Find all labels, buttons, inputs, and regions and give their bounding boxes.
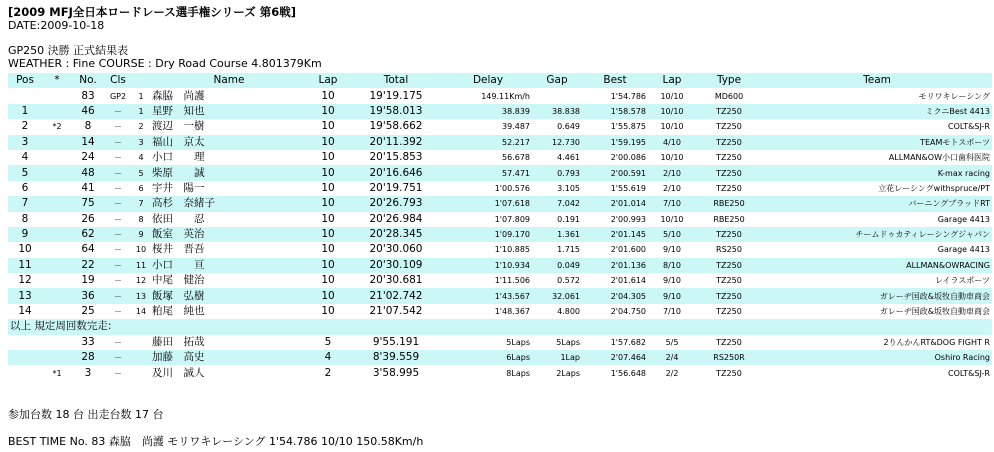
cell-star: [42, 88, 72, 103]
cell-gap: 32.061: [532, 288, 582, 303]
cell-star: [42, 227, 72, 242]
cell-team: 2りんかんRT&DOG FIGHT R: [883, 337, 990, 347]
cell-pos: 14: [18, 305, 32, 318]
cell-no: 3: [84, 366, 92, 379]
cell-type: TZ250: [716, 337, 742, 347]
cell-type: MD600: [714, 91, 744, 101]
cell-delay: 1'07.809: [494, 214, 530, 224]
cell-best: 2'00.086: [610, 153, 646, 163]
cell-cno: 13: [132, 288, 150, 303]
cell-type: TZ250: [696, 165, 762, 180]
cell-cls: GP2: [109, 91, 127, 101]
cell-no: 19: [81, 274, 95, 287]
cell-name: 森脇 尚護: [152, 89, 205, 102]
cell-lap: 10: [321, 89, 335, 102]
cell-no: 14: [72, 135, 104, 150]
cell-best: 1'57.682: [610, 337, 646, 347]
cell-delay: 56.678: [502, 153, 530, 163]
cell-cno: 1: [132, 104, 150, 119]
table-row: [8, 304, 992, 319]
cell-type: TZ250: [696, 258, 762, 273]
cell-star: [42, 242, 72, 257]
cell-total: 3'58.995: [372, 366, 420, 379]
cell-cls: －: [114, 122, 122, 132]
cell-star: [42, 196, 72, 211]
cell-type: RBE250: [713, 214, 745, 224]
cell-cls: －: [104, 104, 132, 119]
cell-best: 1'55.619: [610, 183, 646, 193]
cell-cno: 2: [138, 122, 144, 132]
col-header-star: *: [42, 73, 72, 88]
entry-summary: 参加台数 18 台 出走台数 17 台: [8, 408, 164, 421]
cell-name: 柴原 誠: [150, 165, 308, 180]
cell-cls: －: [104, 227, 132, 242]
cell-no: 46: [72, 104, 104, 119]
cell-cls: －: [104, 196, 132, 211]
cell-name: 飯塚 弘樹: [150, 288, 308, 303]
cell-total: 20'30.060: [369, 243, 423, 256]
cell-lap: 10: [308, 104, 348, 119]
cell-best: 2'00.591: [582, 165, 648, 180]
cell-team: Garage 4413: [937, 245, 990, 255]
cell-no: 48: [72, 165, 104, 180]
col-header-gap: Gap: [532, 73, 582, 88]
cell-team: ALLMAN&OW小口歯科医院: [888, 153, 990, 163]
cell-cls: －: [104, 350, 132, 365]
cell-blap: 7/10: [663, 307, 681, 317]
col-header-pos: Pos: [8, 73, 42, 88]
cell-blap: 5/10: [648, 227, 696, 242]
cell-best: 2'01.145: [582, 227, 648, 242]
cell-no: 24: [81, 151, 95, 164]
cell-best: 2'01.614: [610, 276, 646, 286]
table-row: [8, 165, 992, 180]
table-row: [8, 196, 992, 211]
cell-no: 41: [81, 181, 95, 194]
cell-cls: －: [114, 245, 122, 255]
cell-blap: 9/10: [663, 245, 681, 255]
cell-cno: 11: [132, 258, 150, 273]
cell-cno: 9: [132, 227, 150, 242]
cell-best: 1'58.578: [582, 104, 648, 119]
cell-lap: 10: [321, 212, 335, 225]
cell-lap: 10: [321, 274, 335, 287]
cell-pos: [8, 365, 42, 380]
cell-name: 中尾 健治: [152, 274, 205, 287]
table-row: [8, 288, 992, 303]
cell-lap: 10: [321, 120, 335, 133]
cell-pos: [8, 335, 42, 350]
cell-team: TEAMモトスポーツ: [762, 135, 992, 150]
cell-pos: [8, 88, 42, 103]
cell-type: TZ250: [716, 307, 742, 317]
cell-name: 飯室 英治: [150, 227, 308, 242]
cell-delay: 1'43.567: [444, 288, 532, 303]
cell-delay: 1'00.576: [494, 183, 530, 193]
cell-gap: 0.191: [557, 214, 580, 224]
race-date: DATE:2009-10-18: [8, 19, 105, 32]
cell-total: 20'11.392: [348, 135, 444, 150]
cell-star: [42, 150, 72, 165]
cell-star: *1: [52, 368, 62, 378]
cell-no: 75: [72, 196, 104, 211]
cell-lap: 10: [321, 151, 335, 164]
cell-blap: 2/10: [648, 165, 696, 180]
table-row: [8, 227, 992, 242]
cell-star: [42, 335, 72, 350]
cell-name: 小口 亘: [150, 258, 308, 273]
cell-cls: －: [114, 276, 122, 286]
table-header-row: [8, 73, 992, 88]
cell-best: 1'56.648: [610, 368, 646, 378]
cell-no: 36: [72, 288, 104, 303]
results-table: [8, 73, 992, 381]
cell-cls: －: [114, 337, 122, 347]
cell-gap: 38.838: [532, 104, 582, 119]
cell-type: RS250R: [696, 350, 762, 365]
cell-no: 64: [81, 243, 95, 256]
cell-total: 8'39.559: [348, 350, 444, 365]
cell-name: 小口 理: [152, 151, 205, 164]
cell-blap: 2/10: [663, 183, 681, 193]
cell-cno: 4: [138, 153, 144, 163]
cell-name: 高杉 奈緒子: [150, 196, 308, 211]
cell-total: 20'26.984: [369, 212, 423, 225]
cell-name: 宇井 陽一: [152, 181, 205, 194]
table-row: [8, 88, 992, 103]
cell-lap: 10: [321, 243, 335, 256]
finishers-note-row: [8, 319, 992, 334]
table-row: [8, 365, 992, 380]
cell-type: TZ250: [696, 227, 762, 242]
cell-gap: 1.361: [532, 227, 582, 242]
cell-type: TZ250: [716, 276, 742, 286]
cell-pos: [8, 350, 42, 365]
cell-type: RBE250: [696, 196, 762, 211]
cell-star: [42, 350, 72, 365]
cell-no: 25: [81, 305, 95, 318]
cell-team: Oshiro Racing: [762, 350, 992, 365]
cell-star: [42, 304, 72, 319]
cell-pos: 1: [8, 104, 42, 119]
cell-gap: 5Laps: [556, 337, 580, 347]
cell-gap: 1.715: [557, 245, 580, 255]
cell-lap: 10: [321, 181, 335, 194]
cell-cls: －: [104, 258, 132, 273]
cell-no: 83: [81, 89, 95, 102]
cell-blap: 7/10: [648, 196, 696, 211]
cell-team: COLT&SJ-R: [948, 122, 990, 132]
cell-name: 星野 知也: [150, 104, 308, 119]
cell-team: ガレーヂ国政&坂牧自動車商会: [762, 288, 992, 303]
cell-best: 2'04.750: [610, 307, 646, 317]
cell-name: 福山 京太: [150, 135, 308, 150]
cell-delay: 1'11.506: [494, 276, 530, 286]
cell-best: 2'01.600: [610, 245, 646, 255]
cell-cno: 10: [135, 245, 147, 255]
cell-best: 2'01.136: [582, 258, 648, 273]
cell-gap: 2Laps: [556, 368, 580, 378]
table-row: [8, 242, 992, 257]
cell-delay: 57.471: [444, 165, 532, 180]
cell-lap: 10: [321, 305, 335, 318]
cell-pos: 9: [8, 227, 42, 242]
cell-total: 9'55.191: [372, 335, 420, 348]
cell-pos: 6: [21, 181, 29, 194]
cell-blap: 9/10: [648, 288, 696, 303]
cell-type: TZ250: [696, 104, 762, 119]
table-row: [8, 258, 992, 273]
cell-pos: 7: [8, 196, 42, 211]
cell-pos: 8: [21, 212, 29, 225]
cell-team: ガレーヂ国政&坂牧自動車商会: [879, 307, 990, 317]
cell-cls: －: [104, 165, 132, 180]
cell-type: TZ250: [716, 183, 742, 193]
cell-total: 20'15.853: [369, 151, 423, 164]
cell-pos: 11: [8, 258, 42, 273]
cell-cno: 8: [138, 214, 144, 224]
table-row: [8, 135, 992, 150]
cell-delay: 5Laps: [506, 337, 530, 347]
cell-cno: [132, 350, 150, 365]
cell-lap: 10: [308, 258, 348, 273]
cell-type: TZ250: [696, 288, 762, 303]
cell-cno: [132, 365, 150, 380]
cell-total: 21'02.742: [348, 288, 444, 303]
cell-total: 20'30.681: [369, 274, 423, 287]
cell-delay: 1'07.618: [444, 196, 532, 211]
cell-blap: 4/10: [648, 135, 696, 150]
weather-course-info: WEATHER : Fine COURSE : Dry Road Course 4.801379Km: [8, 57, 322, 70]
cell-cno: 3: [132, 135, 150, 150]
cell-blap: 10/10: [648, 104, 696, 119]
cell-cno: 6: [138, 183, 144, 193]
cell-delay: 8Laps: [506, 368, 530, 378]
cell-name: 依田 忍: [152, 212, 205, 225]
cell-total: 21'07.542: [369, 305, 423, 318]
cell-no: 22: [72, 258, 104, 273]
cell-cls: －: [114, 368, 122, 378]
cell-name: 及川 誠人: [152, 366, 205, 379]
cell-team: バーニングブラッドRT: [762, 196, 992, 211]
cell-star: [42, 135, 72, 150]
cell-team: 立花レーシングwithspruce/PT: [878, 183, 990, 193]
cell-star: [42, 181, 72, 196]
col-header-cls: Cls: [104, 73, 132, 88]
cell-no: 62: [72, 227, 104, 242]
cell-lap: 10: [308, 196, 348, 211]
col-header-team: Team: [762, 73, 992, 88]
cell-total: 20'28.345: [348, 227, 444, 242]
cell-team: レイラスポーツ: [934, 276, 990, 286]
cell-best: 1'55.875: [610, 122, 646, 132]
cell-team: Garage 4413: [937, 214, 990, 224]
cell-pos: 5: [8, 165, 42, 180]
cell-total: 20'26.793: [348, 196, 444, 211]
cell-delay: 1'10.885: [494, 245, 530, 255]
cell-name: 藤田 拓哉: [152, 335, 205, 348]
cell-team: ALLMAN&OWRACING: [762, 258, 992, 273]
cell-gap: 12.730: [532, 135, 582, 150]
cell-blap: 9/10: [663, 276, 681, 286]
cell-total: 20'16.646: [348, 165, 444, 180]
cell-blap: 2/4: [648, 350, 696, 365]
cell-delay: 1'48.367: [494, 307, 530, 317]
cell-team: K-max racing: [762, 165, 992, 180]
cell-gap: 0.793: [532, 165, 582, 180]
cell-team: ミクニBest 4413: [762, 104, 992, 119]
cell-pos: 2: [21, 120, 29, 133]
cell-blap: 2/2: [665, 368, 679, 378]
cell-best: 1'59.195: [582, 135, 648, 150]
col-header-best-lap: Lap: [648, 73, 696, 88]
cell-cls: －: [104, 135, 132, 150]
cell-cls: －: [114, 214, 122, 224]
col-header-no: No.: [72, 73, 104, 88]
cell-star: [42, 288, 72, 303]
results-subtitle: GP250 決勝 正式結果表: [8, 44, 129, 57]
cell-gap: 1Lap: [532, 350, 582, 365]
cell-team: COLT&SJ-R: [948, 368, 990, 378]
table-row: [8, 181, 992, 196]
cell-blap: 10/10: [660, 153, 684, 163]
cell-lap: 4: [308, 350, 348, 365]
table-row: [8, 335, 992, 350]
cell-best: 2'01.014: [582, 196, 648, 211]
cell-star: [42, 104, 72, 119]
cell-lap: 10: [308, 165, 348, 180]
cell-pos: 13: [8, 288, 42, 303]
cell-gap: 3.105: [557, 183, 580, 193]
cell-blap: 8/10: [648, 258, 696, 273]
cell-cno: 1: [138, 91, 144, 101]
best-time-info: BEST TIME No. 83 森脇 尚護 モリワキレーシング 1'54.786 10/10 150.58Km/h: [8, 435, 424, 448]
cell-gap: 4.461: [557, 153, 580, 163]
cell-gap: 7.042: [532, 196, 582, 211]
cell-name: 加藤 高史: [150, 350, 308, 365]
finishers-note: 以上 規定周回数完走:: [8, 319, 992, 334]
cell-best: 2'04.305: [582, 288, 648, 303]
col-header-total: Total: [348, 73, 444, 88]
cell-gap: 0.572: [557, 276, 580, 286]
col-header-delay: Delay: [444, 73, 532, 88]
cell-cno: 7: [132, 196, 150, 211]
cell-gap: 0.049: [532, 258, 582, 273]
cell-pos: 3: [8, 135, 42, 150]
col-header-name: Name: [150, 73, 308, 88]
cell-best: 1'54.786: [610, 91, 646, 101]
cell-no: 33: [81, 335, 95, 348]
cell-blap: 10/10: [660, 91, 684, 101]
cell-type: RS250: [716, 245, 742, 255]
cell-star: *2: [52, 122, 62, 132]
cell-team: チームドゥカティレーシングジャパン: [762, 227, 992, 242]
cell-gap: [532, 88, 582, 103]
cell-delay: 38.839: [444, 104, 532, 119]
cell-cno: 14: [135, 307, 147, 317]
cell-delay: 6Laps: [444, 350, 532, 365]
col-header-type: Type: [696, 73, 762, 88]
cell-cls: －: [114, 307, 122, 317]
col-header-best: Best: [582, 73, 648, 88]
cell-pos: 4: [21, 151, 29, 164]
cell-lap: 10: [308, 288, 348, 303]
cell-cls: －: [104, 288, 132, 303]
table-row: [8, 350, 992, 365]
cell-no: 28: [72, 350, 104, 365]
cell-star: [42, 212, 72, 227]
cell-name: 桜井 晋吾: [152, 243, 205, 256]
cell-delay: 52.217: [444, 135, 532, 150]
cell-name: 粕尾 純也: [152, 305, 205, 318]
table-row: [8, 104, 992, 119]
table-row: [8, 212, 992, 227]
cell-pos: 10: [18, 243, 32, 256]
cell-total: 19'58.013: [348, 104, 444, 119]
cell-blap: 5/5: [665, 337, 679, 347]
cell-type: TZ250: [696, 135, 762, 150]
cell-delay: 39.487: [502, 122, 530, 132]
cell-lap: 10: [308, 135, 348, 150]
cell-type: TZ250: [716, 153, 742, 163]
cell-best: 2'00.993: [610, 214, 646, 224]
cell-blap: 10/10: [660, 122, 684, 132]
cell-cno: 12: [135, 276, 147, 286]
table-row: [8, 273, 992, 288]
cell-total: 20'30.109: [348, 258, 444, 273]
cell-pos: 12: [18, 274, 32, 287]
results-title: [2009 MFJ全日本ロードレース選手権シリーズ 第6戦]: [8, 5, 296, 19]
table-row: [8, 150, 992, 165]
cell-total: 19'19.175: [369, 89, 423, 102]
cell-type: TZ250: [716, 122, 742, 132]
cell-lap: 10: [308, 227, 348, 242]
cell-type: TZ250: [716, 368, 742, 378]
cell-no: 8: [84, 120, 92, 133]
col-header-lap: Lap: [308, 73, 348, 88]
cell-gap: 0.649: [557, 122, 580, 132]
col-header-cls-no: [132, 73, 150, 88]
cell-star: [42, 258, 72, 273]
cell-cls: －: [114, 183, 122, 193]
cell-total: 19'58.662: [369, 120, 423, 133]
cell-cno: [132, 335, 150, 350]
cell-star: [42, 273, 72, 288]
cell-best: 2'07.464: [582, 350, 648, 365]
table-row: [8, 119, 992, 134]
cell-delay: 1'10.934: [444, 258, 532, 273]
cell-name: 渡辺 一樹: [152, 120, 205, 133]
cell-cls: －: [114, 153, 122, 163]
cell-delay: 1'09.170: [444, 227, 532, 242]
cell-lap: 5: [324, 335, 332, 348]
cell-delay: 149.11Km/h: [481, 91, 530, 101]
cell-lap: 2: [324, 366, 332, 379]
cell-blap: 10/10: [660, 214, 684, 224]
cell-cno: 5: [132, 165, 150, 180]
cell-total: 20'19.751: [369, 181, 423, 194]
cell-gap: 4.800: [557, 307, 580, 317]
cell-star: [42, 165, 72, 180]
cell-no: 26: [81, 212, 95, 225]
cell-team: モリワキレーシング: [918, 91, 990, 101]
